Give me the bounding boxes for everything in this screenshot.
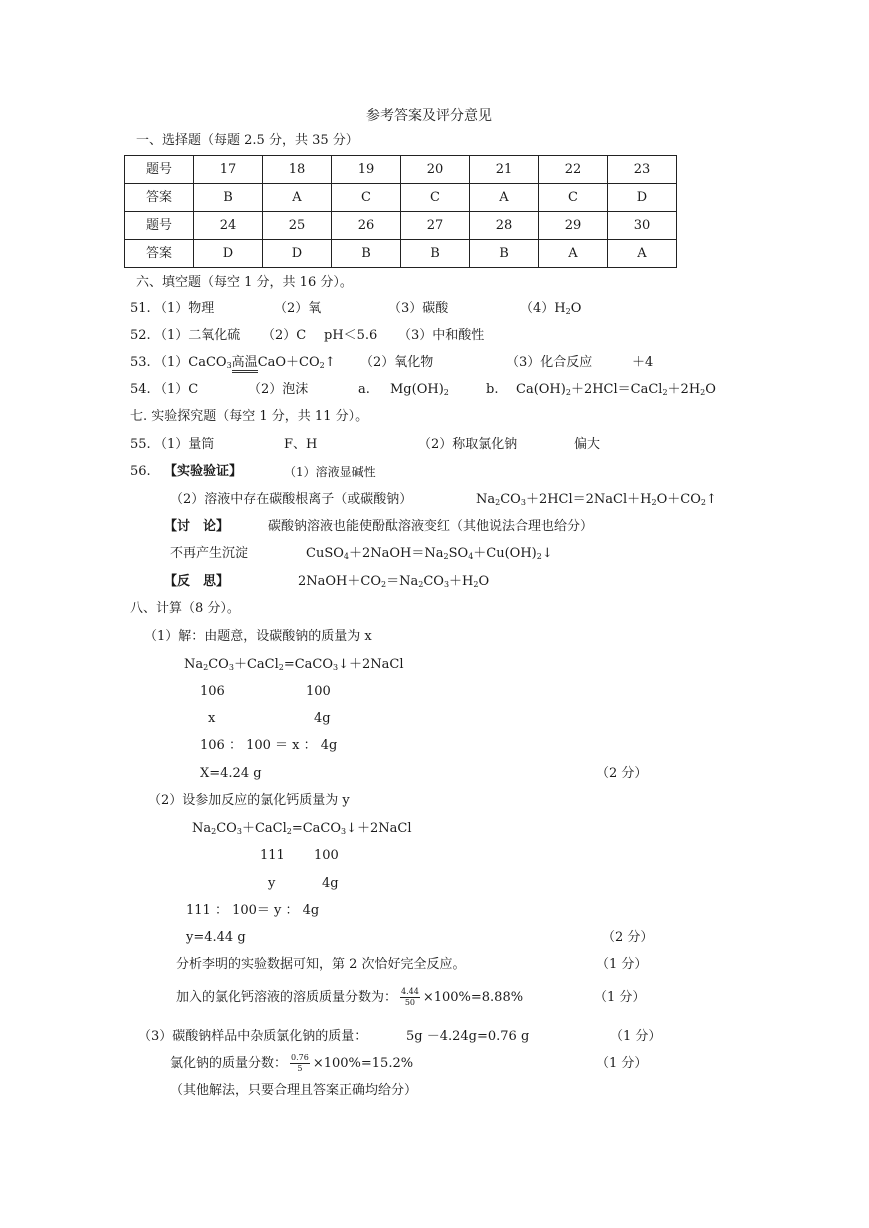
table-cell: 27 xyxy=(401,212,470,240)
fraction: $\frac{0.76}{5}$ xyxy=(291,1053,309,1073)
q56-line-4: 不再产生沉淀 xyxy=(170,546,249,561)
q54-answer-1: （1）C xyxy=(154,382,199,397)
calc-part2-result: y=4.44 g xyxy=(186,930,246,945)
reaction-condition: 高温 xyxy=(232,355,258,373)
q52-answer-3: （3）中和酸性 xyxy=(398,328,485,343)
section-choice-heading: 一、选择题（每题 2.5 分，共 35 分） xyxy=(136,133,359,148)
table-cell: 19 xyxy=(332,156,401,184)
table-cell: B xyxy=(332,240,401,268)
calc-part2-ratio: 111 ： 100＝ y ： 4g xyxy=(186,903,320,918)
table-cell: B xyxy=(401,240,470,268)
table-cell: D xyxy=(263,240,332,268)
table-cell: 22 xyxy=(539,156,608,184)
section-calc-heading: 八、计算（8 分）。 xyxy=(130,601,240,616)
table-cell: C xyxy=(332,184,401,212)
calc-part3-line-1-value: 5g －4.24g=0.76 g xyxy=(406,1029,530,1044)
table-cell: A xyxy=(539,240,608,268)
q55-answer-1b: F、H xyxy=(284,437,318,452)
q52-answer-1: （1）二氧化硫 xyxy=(154,328,241,343)
table-cell: A xyxy=(470,184,539,212)
q56-equation-2: $Na_2CO_3+2HCl=2NaCl+H_2O+CO_2↑$ xyxy=(476,492,717,507)
q56-reflect-label: 【反 思】 xyxy=(164,574,230,589)
table-row xyxy=(125,156,677,184)
answer-table xyxy=(124,155,677,268)
calc-part2-var-2: 4g xyxy=(322,876,339,891)
table-cell: 21 xyxy=(470,156,539,184)
table-cell: 26 xyxy=(332,212,401,240)
q55-answer-1: （1）量筒 xyxy=(154,437,215,452)
table-cell: 答案 xyxy=(125,184,194,212)
table-row xyxy=(125,240,677,268)
section-experiment-heading: 七. 实验探究题（每空 1 分，共 11 分）。 xyxy=(130,409,369,424)
q53-answer-2: （2）氧化物 xyxy=(360,355,434,370)
table-cell: 18 xyxy=(263,156,332,184)
q51-answer-3: （3）碳酸 xyxy=(388,301,449,316)
table-row xyxy=(125,184,677,212)
q55-answer-2: （2）称取氯化钠 xyxy=(418,437,518,452)
calc-part2-equation: $Na_2CO_3+CaCl_2=CaCO_3↓+2NaCl$ xyxy=(192,821,412,836)
calc-part2-mass-1: 111 xyxy=(260,848,285,863)
section-fill-heading: 六、填空题（每空 1 分，共 16 分）。 xyxy=(136,275,353,290)
q56-verify-1: （1）溶液显碱性 xyxy=(284,465,376,479)
calc-part1-ratio: 106 ： 100 ＝ x ： 4g xyxy=(200,738,338,753)
table-cell: 28 xyxy=(470,212,539,240)
fraction: $\frac{4.44}{50}$ xyxy=(401,987,419,1007)
table-cell: C xyxy=(539,184,608,212)
calc-part2-analysis: 分析李明的实验数据可知，第 2 次恰好完全反应。 xyxy=(176,957,466,972)
table-cell: B xyxy=(470,240,539,268)
q54-answer-2: （2）泡沫 xyxy=(248,382,309,397)
calc-part3-line-1-score: （1 分） xyxy=(610,1029,662,1044)
q54-answer-3a-label: a. xyxy=(358,382,370,397)
q54-answer-3b-label: b. xyxy=(486,382,499,397)
q55-answer-2b: 偏大 xyxy=(574,437,601,452)
calc-part1-equation: $Na_2CO_3+CaCl_2=CaCO_3↓+2NaCl$ xyxy=(184,657,404,672)
q51-answer-2: （2）氧 xyxy=(274,301,322,316)
q52-number: 52. xyxy=(130,328,151,343)
table-cell: D xyxy=(194,240,263,268)
calc-part1-var-2: 4g xyxy=(314,711,331,726)
table-cell: 17 xyxy=(194,156,263,184)
q56-equation-4: $CuSO_4+2NaOH=Na_2SO_4+Cu(OH)_2↓$ xyxy=(306,546,553,561)
q52-answer-2: （2）C xyxy=(262,328,307,343)
table-cell: 答案 xyxy=(125,240,194,268)
table-cell: 29 xyxy=(539,212,608,240)
table-cell: 23 xyxy=(608,156,677,184)
page-title: 参考答案及评分意见 xyxy=(366,108,492,124)
calc-part1-score: （2 分） xyxy=(596,766,648,781)
table-cell: 30 xyxy=(608,212,677,240)
table-cell: 24 xyxy=(194,212,263,240)
q56-discuss-text: 碳酸钠溶液也能使酚酞溶液变红（其他说法合理也给分） xyxy=(268,519,594,534)
q52-answer-2b: pH＜5.6 xyxy=(324,328,378,343)
q53-answer-4: ＋4 xyxy=(632,355,654,370)
calc-part2-var-1: y xyxy=(268,876,276,891)
table-row xyxy=(125,212,677,240)
calc-part2-intro: （2）设参加反应的氯化钙质量为 y xyxy=(148,793,350,808)
calc-part2-fraction-line: 加入的氯化钙溶液的溶质质量分数为： $\frac{4.44}{50}$ ×100%=8.88% xyxy=(176,987,524,1007)
q51-answer-1: （1）物理 xyxy=(154,301,215,316)
q54-answer-3a: $Mg(OH)_2$ xyxy=(390,382,449,397)
q56-equation-5: $2NaOH+CO_2=Na_2CO_3+H_2O$ xyxy=(298,574,490,589)
q53-answer-3: （3）化合反应 xyxy=(506,355,593,370)
calc-part3-note: （其他解法，只要合理且答案正确均给分） xyxy=(170,1083,418,1098)
table-cell: 题号 xyxy=(125,156,194,184)
q51-number: 51. xyxy=(130,301,151,316)
table-cell: 题号 xyxy=(125,212,194,240)
q53-answer-1: （1）CaCO$_3$高温$CaO+CO_2↑$ xyxy=(154,355,336,371)
table-cell: A xyxy=(263,184,332,212)
q56-line-2: （2）溶液中存在碳酸根离子（或碳酸钠） xyxy=(170,492,413,507)
table-cell: C xyxy=(401,184,470,212)
table-cell: D xyxy=(608,184,677,212)
q51-answer-4: $(4)H_2O$ xyxy=(520,301,582,316)
calc-part1-mass-2: 100 xyxy=(306,684,331,699)
q56-verify-label: 【实验验证】 xyxy=(164,464,243,479)
q56-discuss-label: 【讨 论】 xyxy=(164,519,230,534)
calc-part3-line-1: （3）碳酸钠样品中杂质氯化钠的质量： xyxy=(138,1029,368,1044)
calc-part1-intro: （1）解：由题意，设碳酸钠的质量为 x xyxy=(144,629,372,644)
q54-answer-3b: $Ca(OH)_2+2HCl=CaCl_2+2H_2O$ xyxy=(516,382,716,397)
q56-number: 56. xyxy=(130,464,151,479)
table-cell: B xyxy=(194,184,263,212)
calc-part1-result: X=4.24 g xyxy=(200,766,262,781)
calc-part1-mass-1: 106 xyxy=(200,684,225,699)
calc-part1-var-1: x xyxy=(208,711,216,726)
table-cell: A xyxy=(608,240,677,268)
calc-part2-score: （2 分） xyxy=(602,930,654,945)
calc-part2-mass-2: 100 xyxy=(314,848,339,863)
table-cell: 20 xyxy=(401,156,470,184)
calc-part2-fraction-score: （1 分） xyxy=(594,990,646,1005)
calc-part3-line-2-score: （1 分） xyxy=(596,1056,648,1071)
q55-number: 55. xyxy=(130,437,151,452)
calc-part2-analysis-score: （1 分） xyxy=(596,957,648,972)
table-cell: 25 xyxy=(263,212,332,240)
q54-number: 54. xyxy=(130,382,151,397)
q53-number: 53. xyxy=(130,355,151,370)
calc-part3-line-2: 氯化钠的质量分数： $\frac{0.76}{5}$ ×100%=15.2% xyxy=(170,1053,414,1073)
